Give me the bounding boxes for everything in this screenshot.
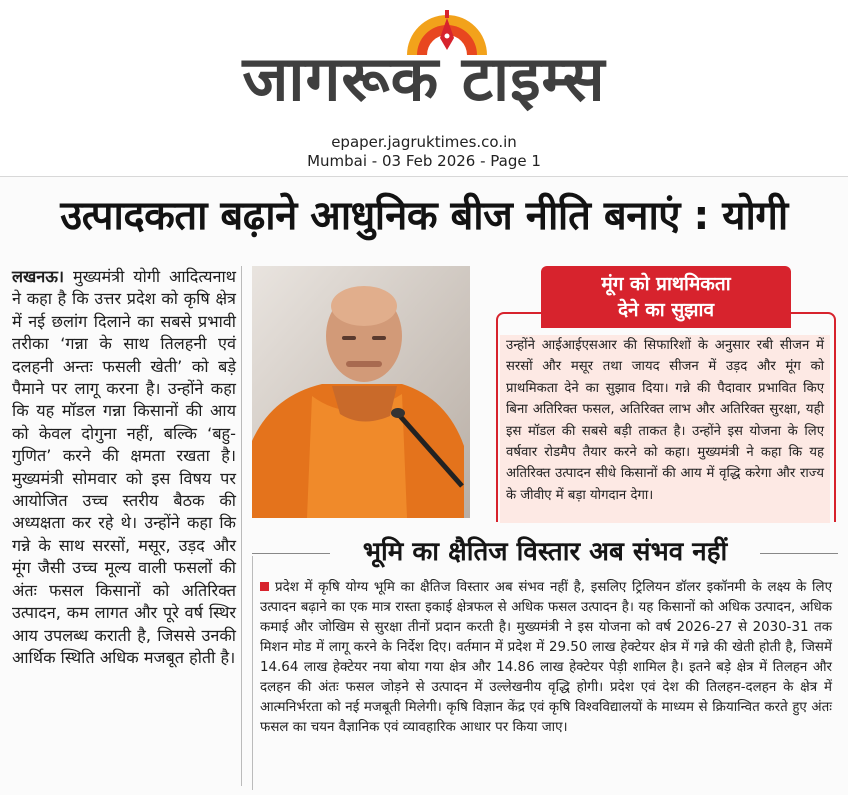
main-column-border <box>252 556 253 790</box>
speaker-photo-illustration <box>252 266 470 518</box>
column-divider <box>241 266 242 786</box>
article-photo <box>252 266 470 518</box>
left-column-text: मुख्यमंत्री योगी आदित्यनाथ ने कहा है कि उत्तर प्रदेश को कृषि क्षेत्र में नई छलांग दिलाने का सबसे प्रभावी तरीका ‘गन्ना के साथ तिलहनी एवं दलहनी अन्तः फसली खेती’ को बड़े पैमाने पर लागू करना है। उन्होंने कहा कि यह मॉडल गन्ना किसानों की आय को केवल दोगुना नहीं, बल्कि ‘बहु-गुणित’ करने की क्षमता रखता है। मुख्यमंत्री सोमवार को इस विषय पर आयोजित उच्च स्तरीय बैठक की अध्यक्षता कर रहे थे। उन्होंने कहा कि गन्ने के साथ सरसों, मसूर, उड़द और मूंग जैसी उच्च मूल्य वाली फसलों की अंतः फसल किसानों को अतिरिक्त उत्पादन, कम लागत और पूरे वर्ष स्थिर आय उपलब्ध कराती है, जिससे उनकी आर्थिक स्थिति अधिक मजबूत होती है। <box>12 267 236 667</box>
masthead <box>0 0 848 175</box>
article-headline: उत्पादकता बढ़ाने आधुनिक बीज नीति बनाएं : योगी <box>60 193 788 239</box>
subheading: भूमि का क्षैतिज विस्तार अब संभव नहीं <box>330 532 760 572</box>
sidebar-title <box>541 266 791 328</box>
epaper-site-url[interactable]: epaper.jagruktimes.co.in <box>331 133 517 151</box>
sidebar-title-line-1: मूंग को प्राथमिकता <box>601 273 731 295</box>
sidebar-body: उन्होंने आईआईएसआर की सिफारिशों के अनुसार रबी सीजन में सरसों और मसूर तथा जायद सीजन में उड़द और मूंग को प्राथमिकता देने का सुझाव दिया। गन्ने की पैदावार प्रभावित किए बिना अतिरिक्त फसल, अतिरिक्त लाभ और अतिरिक्त सुरक्षा, यही इस मॉडल की सबसे बड़ी ताकत है। उन्होंने इस योजना के लिए वर्षवार रोडमैप तैयार करने को कहा। मुख्यमंत्री ने कहा कि यह अतिरिक्त उत्पादन सीधे किसानों की आय में वृद्धि करेगा और राज्य के जीवीए में बड़ा योगदान देगा। <box>500 335 830 523</box>
article-main-body <box>260 578 832 790</box>
dateline: लखनऊ। <box>12 267 65 286</box>
newspaper-logo: जागरूक टाइम्स <box>242 42 606 115</box>
edition-info: Mumbai - 03 Feb 2026 - Page 1 <box>307 152 541 170</box>
sidebar-title-line-2: देने का सुझाव <box>617 299 715 321</box>
square-bullet-icon <box>260 582 269 591</box>
article-left-column <box>12 266 236 790</box>
main-body-text: प्रदेश में कृषि योग्य भूमि का क्षैतिज विस्तार अब संभव नहीं है, इसलिए ट्रिलियन डॉलर इकॉनमी के लक्ष्य के लिए उत्पादन बढ़ाने का एक मात्र रास्ता इकाई क्षेत्रफल से अधिक फसल उत्पादन है। यह किसानों को अधिक उत्पादन, अधिक कमाई और जोखिम से सुरक्षा तीनों प्रदान करती है। मुख्यमंत्री ने इस योजना को वर्ष 2026-27 से 2030-31 तक मिशन मोड में लागू करने के निर्देश दिए। वर्तमान में प्रदेश में 29.50 लाख हेक्टेयर क्षेत्र में गन्ने की खेती होती है, जिसमें 14.64 लाख हेक्टेयर नया बोया गया क्षेत्र और 14.86 लाख हेक्टेयर पेड़ी शामिल है। इतने बड़े क्षेत्र में तिलहन और दलहन की अंतः फसल जोड़ने से उत्पादन में उल्लेखनीय वृद्धि होगी। प्रदेश एवं देश की तिलहन-दलहन के क्षेत्र में आत्मनिर्भरता को नई मजबूती मिलेगी। कृषि विज्ञान केंद्र एवं कृषि विश्वविद्यालयों के माध्यम से क्रियान्वित करते हुए अंतः फसल का चयन वैज्ञानिक एवं व्यावहारिक आधार पर किया जाए। <box>260 580 832 735</box>
